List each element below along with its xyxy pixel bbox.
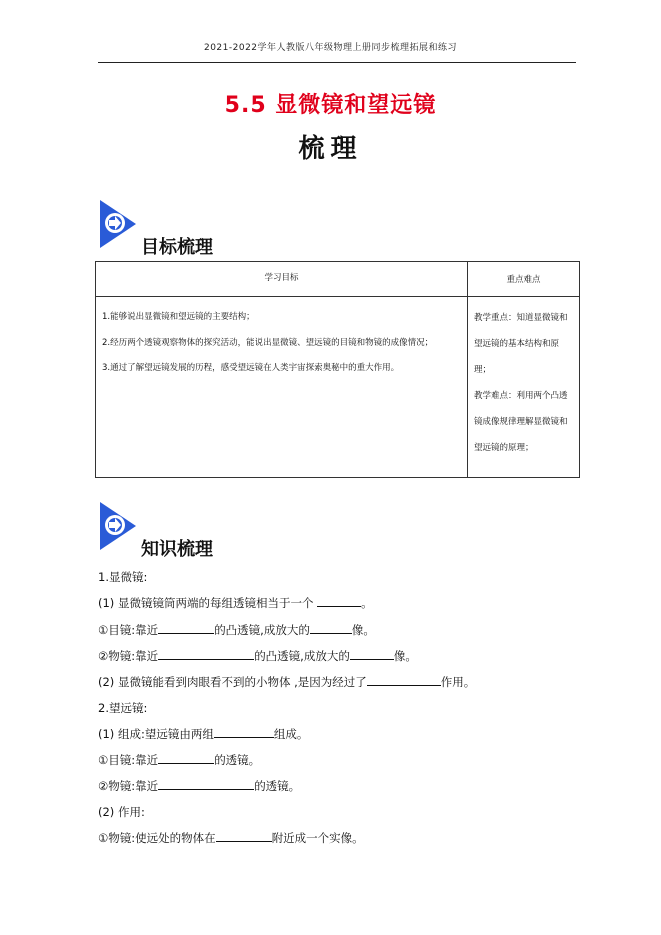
fill-blank[interactable] (317, 596, 361, 607)
goals-cell (96, 297, 468, 478)
fill-blank[interactable] (158, 779, 254, 790)
header-rule (98, 62, 576, 63)
fill-blank[interactable] (158, 649, 254, 660)
keypoint-item: 教学重点：知道显微镜和望远镜的基本结构和原理； (474, 313, 568, 375)
knowledge-line: 2.望远镜: (98, 701, 148, 715)
goal-item: 2.经历两个透镜观察物体的探究活动，能说出显微镜、望远镜的目镜和物镜的成像情况； (102, 337, 434, 348)
section-title-knowledge: 知识梳理 (141, 539, 213, 560)
knowledge-line: (2) 显微镜能看到肉眼看不到的小物体 ,是因为经过了 作用。 (98, 675, 476, 689)
arrow-section-icon (98, 198, 138, 248)
knowledge-line: ①目镜:靠近 的凸透镜,成放大的 像。 (98, 623, 375, 637)
fill-blank[interactable] (310, 623, 352, 634)
keypoints-cell (468, 297, 580, 478)
goals-header: 学习目标 (96, 262, 468, 297)
goals-table (95, 261, 580, 478)
fill-blank[interactable] (350, 649, 394, 660)
fill-blank[interactable] (367, 675, 441, 686)
knowledge-line: ②物镜:靠近 的凸透镜,成放大的 像。 (98, 649, 417, 663)
knowledge-line: ②物镜:靠近 的透镜。 (98, 779, 301, 793)
knowledge-line: 1.显微镜: (98, 570, 148, 584)
fill-blank[interactable] (158, 753, 214, 764)
goal-item: 3.通过了解望远镜发展的历程，感受望远镜在人类宇宙探索奥秘中的重大作用。 (102, 363, 400, 373)
keypoint-item: 教学难点：利用两个凸透镜成像规律理解显微镜和望远镜的原理； (474, 391, 568, 453)
knowledge-line: ①目镜:靠近 的透镜。 (98, 753, 261, 767)
arrow-section-icon (98, 500, 138, 550)
fill-blank[interactable] (214, 727, 274, 738)
lesson-subtitle: 梳理 (298, 134, 363, 164)
lesson-title: 5.5 显微镜和望远镜 (224, 93, 437, 118)
knowledge-line: (2) 作用: (98, 805, 145, 819)
knowledge-line: (1) 显微镜镜筒两端的每组透镜相当于一个 。 (98, 596, 373, 610)
knowledge-line: ①物镜:使远处的物体在 附近成一个实像。 (98, 831, 364, 845)
fill-blank[interactable] (216, 831, 272, 842)
keypoints-header: 重点难点 (468, 262, 580, 297)
fill-blank[interactable] (158, 623, 214, 634)
knowledge-line: (1) 组成:望远镜由两组 组成。 (98, 727, 309, 741)
running-header: 2021-2022学年人教版八年级物理上册同步梳理拓展和练习 (203, 43, 458, 53)
goal-item: 1.能够说出显微镜和望远镜的主要结构； (102, 312, 255, 322)
section-title-goals: 目标梳理 (141, 237, 213, 258)
